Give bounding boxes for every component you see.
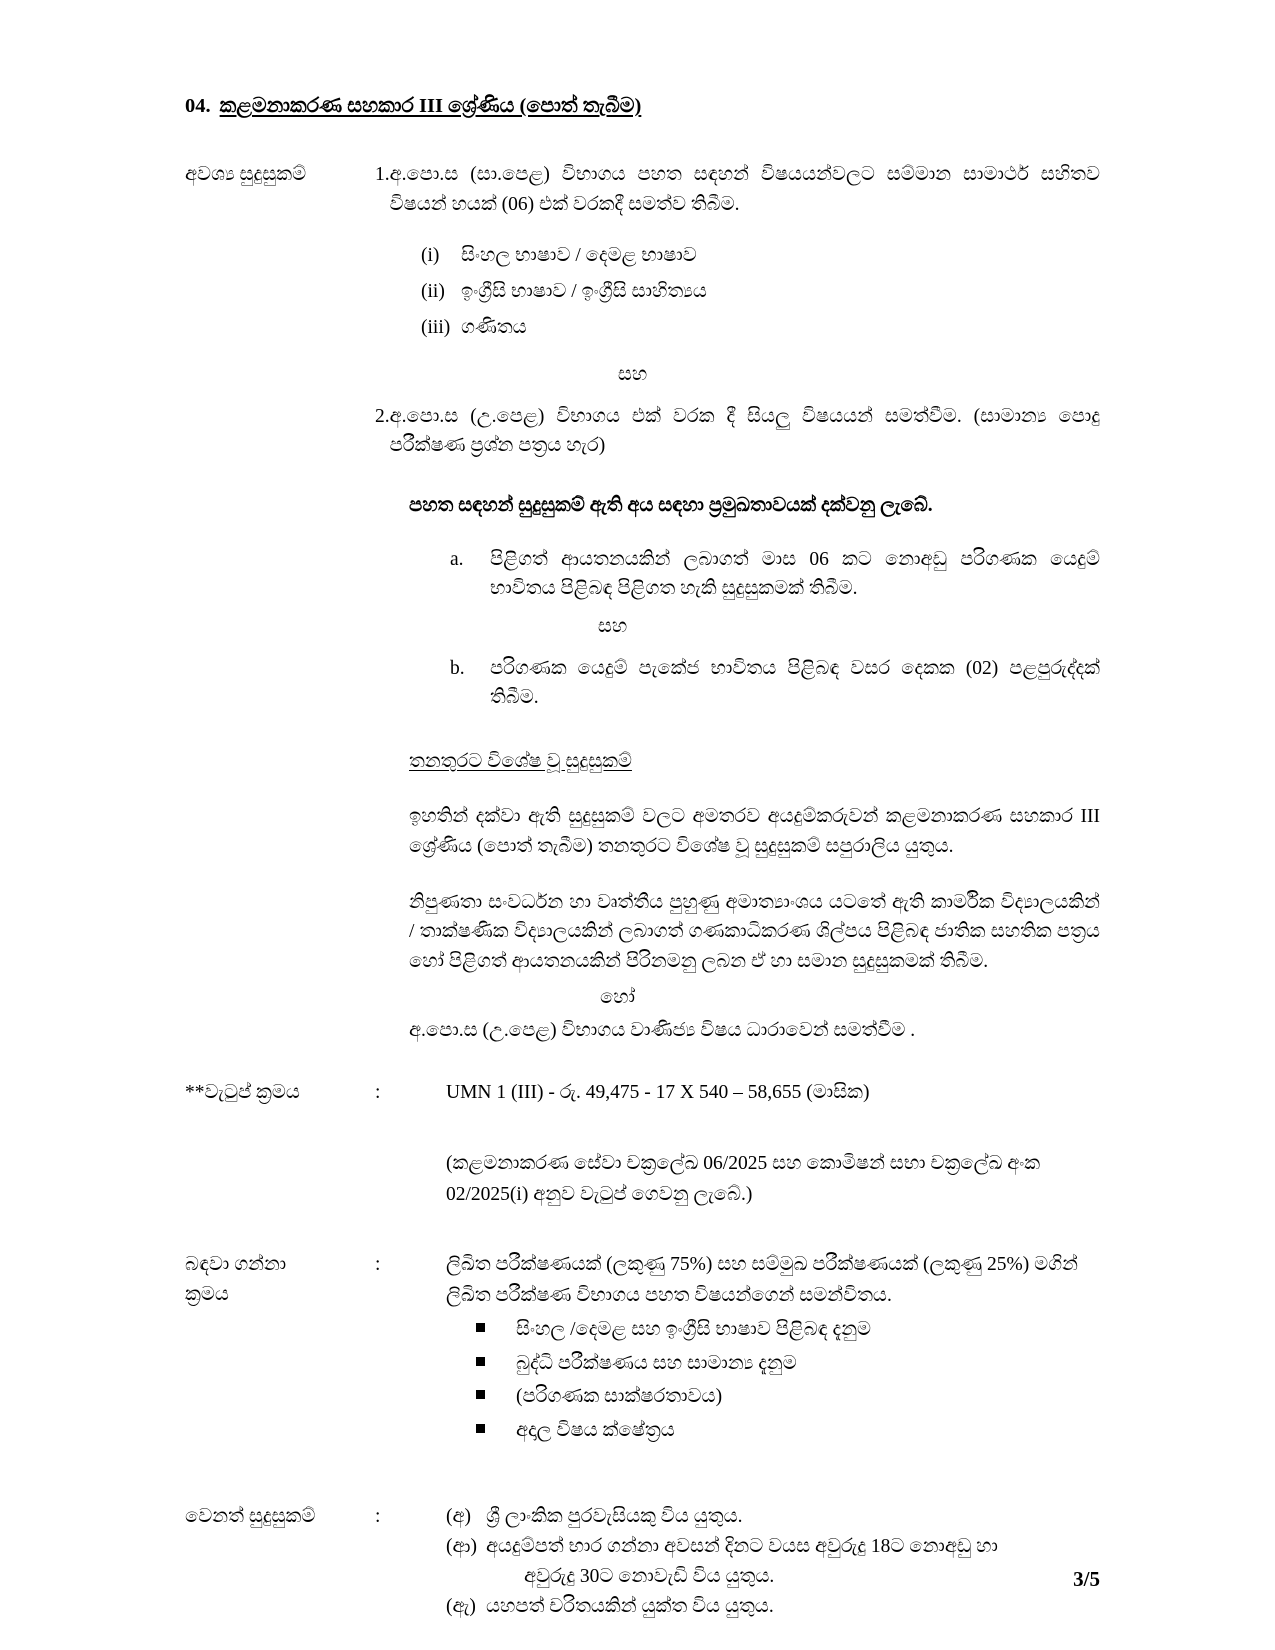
list-item	[446, 1315, 1100, 1345]
qualifications-section	[185, 160, 1100, 1046]
square-bullet-icon	[476, 1422, 516, 1435]
square-bullet-icon	[476, 1355, 516, 1368]
list-item	[446, 1349, 1100, 1379]
qualification-item-1	[375, 160, 1100, 219]
qualification-item-2-text: අ.පො.ස (උ.පෙළ) විභාගය එක් වරක දී සියලු විෂයයන් සමත්වීම. (සාමාන්‍ය පොදු පරීක්ෂණ ප්‍රශ්න පත්‍රය හැර)	[389, 405, 1100, 457]
priority-text: පිළිගත් ආයතනයකින් ලබාගත් මාස 06 කට නොඅඩු පරිගණක යෙදුම් භාවිතය පිළිබඳ පිළිගත හැකි සුදුසුකමක් තිබීම.	[490, 548, 1100, 600]
special-qualifications-heading: තනතුරට විශේෂ වූ සුදුසුකම්	[409, 750, 632, 772]
recruitment-colon: :	[375, 1253, 381, 1275]
list-item	[375, 313, 1100, 343]
conjunction-and-2: සහ	[597, 615, 628, 637]
recruitment-label-line-1: බඳවා ගන්නා	[185, 1253, 287, 1275]
heading-number: 04.	[185, 95, 211, 117]
priority-statement: පහත සඳහන් සුදුසුකම් ඇති අය සඳහා ප්‍රමුඛතාවයක් දක්වනු ලැබේ.	[409, 495, 933, 516]
square-bullet-icon	[476, 1388, 516, 1401]
other-qualifications-colon: :	[375, 1505, 381, 1527]
salary-content	[401, 1078, 1100, 1210]
other-qualifications-content	[401, 1502, 1100, 1624]
qualifications-content	[375, 160, 1100, 1046]
recruitment-content	[401, 1250, 1100, 1450]
recruitment-subject-text: සිංහල /දෙමළ සහ ඉංග්‍රීසි භාෂාව පිළිබඳ දැනුම	[516, 1319, 872, 1341]
recruitment-label	[185, 1250, 375, 1310]
priority-marker: a.	[450, 548, 464, 570]
conjunction-or: හෝ	[599, 986, 636, 1008]
other-text: අයදුම්පත් භාර ගන්නා අවසන් දිනට වයස අවුරුදු 18ට නොඅඩු හා	[486, 1536, 998, 1558]
list-item	[446, 1592, 1100, 1622]
list-item	[375, 654, 1100, 713]
subject-text: ගණිතය	[461, 316, 527, 338]
qualification-item-2	[375, 402, 1100, 461]
qualifications-label: අවශ්‍ය සුදුසුකම්	[185, 164, 307, 185]
other-text: යහපත් චරිතයකින් යුක්ත විය යුතුය.	[486, 1596, 774, 1618]
other-marker: (අ)	[446, 1505, 471, 1527]
recruitment-sub-text: ලිඛිත පරීක්ෂණ විභාගය පහත විෂයන්ගෙන් සමන්විතය.	[446, 1285, 892, 1307]
list-item	[375, 241, 1100, 271]
list-item	[446, 1416, 1100, 1446]
other-qualifications-section	[185, 1502, 1100, 1624]
subject-marker: (iii)	[421, 316, 451, 338]
list-item	[446, 1382, 1100, 1412]
recruitment-subject-list	[446, 1315, 1100, 1446]
special-qualifications-alternative: අ.පො.ස (උ.පෙළ) විභාගය වාණිජ්‍ය විෂය ධාරාවෙන් සමත්වීම .	[409, 1020, 916, 1042]
salary-section	[185, 1078, 1100, 1210]
list-item	[446, 1532, 1100, 1591]
subject-marker: (i)	[421, 245, 440, 267]
other-qualifications-label: වෙනත් සුදුසුකම්	[185, 1505, 316, 1527]
square-bullet-icon	[476, 1321, 516, 1334]
page-number: 3/5	[1073, 1567, 1100, 1591]
salary-circular-note: (කළමනාකරණ සේවා චක්‍රලේඛ 06/2025 සහ කොමිෂන් සභා චක්‍රලේඛ අංක 02/2025(i) අනුව වැටුප් ගෙවනු ලැබේ.)	[446, 1153, 1041, 1205]
other-text-wrapper	[486, 1532, 1100, 1591]
priority-list-2	[375, 654, 1100, 713]
special-qualifications-para-1: ඉහතින් දක්වා ඇති සුදුසුකම් වලට අමතරව අයදුම්කරුවන් කළමනාකරණ සහකාර III ශ්‍රේණිය (පොත් තැබීම) තනතුරට විශේෂ වූ සුදුසුකම් සපුරාලිය යුතුය.	[409, 806, 1100, 857]
page-title	[185, 95, 1100, 118]
list-item	[446, 1502, 1100, 1532]
recruitment-main-text: ලිඛිත පරීක්ෂණයක් (ලකුණු 75%) සහ සම්මුඛ පරීක්ෂණයක් (ලකුණු 25%) මගින්	[446, 1253, 1078, 1275]
other-text-continued: අවුරුදු 30ට නොවැඩි විය යුතුය.	[524, 1565, 775, 1587]
list-item	[375, 277, 1100, 307]
salary-colon: :	[375, 1081, 381, 1103]
qualification-item-1-text: අ.පො.ස (සා.පෙළ) විභාගය පහත සඳහන් විෂයයන්වලට සම්මාන සාමාර්ථ සහිතව විෂයන් හයක් (06) එක් වරකදී සමත්ව තිබීම.	[389, 164, 1100, 215]
other-text: ශ්‍රී ලාංකික පුරවැසියකු විය යුතුය.	[486, 1505, 743, 1527]
heading-title: කළමනාකරණ සහකාර III ශ්‍රේණිය (පොත් තැබීම)	[219, 95, 642, 117]
recruitment-subject-text: බුද්ධි පරීක්ෂණය සහ සාමාන්‍ය දැනුම	[516, 1352, 797, 1374]
qualification-item-2-number: 2.	[375, 405, 390, 427]
special-qualifications-para-2: නිපුණතා සංවර්ධන හා වෘත්තීය පුහුණු අමාත්‍යාංශය යටතේ ඇති කාර්මික විද්‍යාලයකින් / තාක්ෂණික විද්‍යාලයකින් ලබාගත් ගණකාධිකරණ ශිල්පය පිළිබඳ ජාතික සහතික පත්‍රය හෝ පිළිගත් ආයතනයකින් පිරිනමනු ලබන ඒ හා සමාන සුදුසුකමක් තිබීම.	[409, 891, 1100, 972]
recruitment-label-line-2: ක්‍රමය	[185, 1284, 229, 1306]
priority-list	[375, 545, 1100, 604]
salary-scale-value: UMN 1 (III) - රු. 49,475 - 17 X 540 – 58,655 (මාසික)	[446, 1081, 870, 1103]
subject-text: ඉංග්‍රීසි භාෂාව / ඉංග්‍රීසි සාහිත්‍යය	[461, 280, 707, 302]
list-item	[375, 545, 1100, 604]
recruitment-subject-text: අදාල විෂය ක්ෂේත්‍රය	[516, 1419, 675, 1441]
other-marker: (ආ)	[446, 1536, 477, 1558]
subject-list	[375, 241, 1100, 342]
recruitment-subject-text: (පරිගණක සාක්ෂරතාවය)	[516, 1386, 723, 1408]
priority-text: පරිගණක යෙදුම් පැකේජ භාවිතය පිළිබඳ වසර දෙකක (02) පළපුරුද්දක් තිබීම.	[490, 657, 1100, 709]
subject-text: සිංහල භාෂාව / දෙමළ භාෂාව	[461, 245, 697, 267]
salary-label: **වැටුප් ක්‍රමය	[185, 1081, 300, 1103]
other-qualifications-list	[446, 1502, 1100, 1623]
subject-marker: (ii)	[421, 280, 445, 302]
priority-marker: b.	[450, 657, 465, 679]
qualification-item-1-number: 1.	[375, 164, 390, 185]
conjunction-and-1: සහ	[617, 364, 648, 386]
other-marker: (ඇ)	[446, 1596, 476, 1618]
recruitment-section	[185, 1250, 1100, 1450]
